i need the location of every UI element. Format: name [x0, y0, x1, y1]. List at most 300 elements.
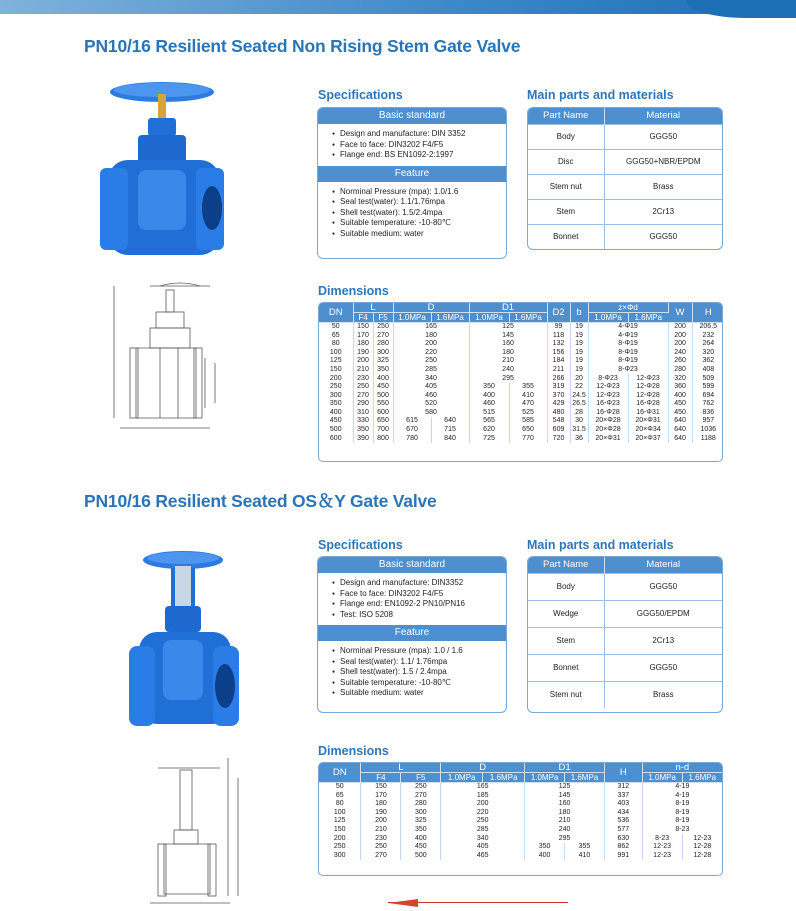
table-cell: 150 [319, 826, 361, 835]
feature-item: ● Suitable temperature: -10-80℃ [332, 218, 506, 229]
table-cell: 400 [319, 409, 353, 418]
table-cell: 762 [702, 400, 715, 408]
section1-title: PN10/16 Resilient Seated Non Rising Stem Gate Valve [84, 36, 521, 56]
table-row [319, 400, 723, 409]
table-cell: 410 [565, 852, 605, 861]
table-row [319, 834, 722, 843]
section1-spec-box [317, 107, 507, 259]
table-cell: 200 [319, 834, 361, 843]
table-cell: 4-Φ19 [588, 332, 668, 341]
table-cell: 250 [353, 383, 373, 392]
table-cell: 280 [401, 800, 441, 809]
table-cell: 580 [393, 409, 469, 418]
table-cell: 240 [469, 366, 547, 375]
table-cell: 260 [668, 357, 692, 366]
table-cell: 325 [373, 357, 393, 366]
table-cell: 12-28 [693, 843, 712, 851]
table-cell: 8-19 [675, 808, 690, 816]
table-cell: 12-23 [642, 843, 682, 852]
parts-header-material: Material [604, 557, 722, 573]
table-cell: 8-Φ23 [588, 366, 668, 375]
table-cell: 4-Φ19 [588, 323, 668, 332]
table-cell: 170 [361, 792, 401, 801]
table-cell: 720 [547, 435, 570, 444]
table-cell: 320 [702, 348, 715, 356]
col-h: H [604, 763, 642, 783]
basic-standard-header: Basic standard [318, 557, 506, 573]
standard-item: ● Face to face: DIN3202 F4/F5 [332, 589, 506, 600]
table-cell: 125 [319, 357, 353, 366]
table-cell: 525 [509, 409, 547, 418]
table-cell: 20×Φ28 [588, 426, 628, 435]
table-cell: 16-Φ28 [628, 400, 668, 409]
part-material: Brass [604, 174, 722, 199]
part-name: Disc [528, 149, 604, 174]
part-material: 2Cr13 [604, 199, 722, 224]
table-cell: 12-Φ23 [588, 383, 628, 392]
table-cell: 295 [525, 834, 605, 843]
table-cell: 232 [702, 331, 715, 339]
table-cell: 180 [469, 349, 547, 358]
table-cell: 500 [401, 852, 441, 861]
table-cell: 405 [393, 383, 469, 392]
part-material: GGG50+NBR/EPDM [604, 149, 722, 174]
table-cell: 615 [393, 417, 431, 426]
table-cell: 160 [525, 800, 605, 809]
table-cell: 50 [319, 323, 353, 332]
section1-parts-heading: Main parts and materials [527, 88, 674, 102]
table-cell: 220 [393, 349, 469, 358]
table-cell: 230 [361, 834, 401, 843]
section2-dims-heading: Dimensions [318, 744, 389, 758]
table-cell: 330 [353, 417, 373, 426]
standard-item: ● Test: ISO 5208 [332, 610, 506, 621]
table-cell: 577 [604, 826, 642, 835]
table-cell: 450 [319, 417, 353, 426]
table-cell: 300 [319, 852, 361, 861]
table-row [319, 340, 723, 349]
part-material: GGG50 [604, 224, 722, 249]
table-cell: 362 [692, 357, 723, 366]
table-cell: 670 [393, 426, 431, 435]
table-cell: 350 [373, 366, 393, 375]
table-cell: 355 [565, 843, 605, 852]
col-d1: D1 [469, 303, 547, 313]
table-cell: 250 [393, 357, 469, 366]
col-h: H [692, 303, 723, 323]
table-cell: 99 [547, 323, 570, 332]
table-cell: 26.5 [570, 400, 588, 409]
table-cell: 20 [570, 374, 588, 383]
table-cell: 8-Φ23 [588, 374, 628, 383]
part-name: Stem [528, 199, 604, 224]
table-row [319, 357, 723, 366]
table-cell: 694 [692, 392, 723, 401]
table-cell: 8-Φ19 [588, 340, 668, 349]
table-cell: 156 [547, 349, 570, 358]
col-d1-10: 1.0MPa [525, 773, 565, 783]
table-cell: 1188 [700, 434, 716, 442]
col-zd: z×Φd [588, 303, 668, 313]
table-row [319, 826, 722, 835]
table-cell: 8-23 [642, 834, 682, 843]
table-cell: 16-Φ28 [588, 409, 628, 418]
table-cell: 31.5 [570, 426, 588, 435]
table-cell: 650 [509, 426, 547, 435]
feature-item: ● Seal test(water): 1.1/ 1.76mpa [332, 657, 506, 668]
table-cell: 270 [401, 792, 441, 801]
section1-spec-heading: Specifications [318, 88, 403, 102]
table-cell: 200 [319, 374, 353, 383]
table-row [319, 409, 723, 418]
col-d-16: 1.6MPa [431, 313, 469, 323]
section2-parts-table [527, 556, 723, 713]
section2-parts-heading: Main parts and materials [527, 538, 674, 552]
table-cell: 300 [373, 349, 393, 358]
table-row [319, 426, 723, 435]
table-cell: 19 [570, 332, 588, 341]
col-f5: F5 [373, 313, 393, 323]
part-material: GGG50 [604, 124, 722, 149]
table-cell: 19 [570, 349, 588, 358]
table-cell: 200 [441, 800, 525, 809]
table-row [319, 817, 722, 826]
table-row [319, 852, 722, 861]
table-cell: 12-Φ23 [588, 392, 628, 401]
table-cell: 550 [373, 400, 393, 409]
table-cell: 800 [373, 435, 393, 444]
table-cell: 991 [604, 852, 642, 861]
table-cell: 211 [547, 366, 570, 375]
table-cell: 145 [525, 792, 605, 801]
table-cell: 180 [361, 800, 401, 809]
col-l: L [361, 763, 441, 773]
table-row [319, 392, 723, 401]
table-cell: 350 [525, 843, 565, 852]
table-cell: 250 [441, 817, 525, 826]
table-cell: 125 [469, 323, 547, 332]
table-cell: 12-23 [642, 852, 682, 861]
table-cell: 270 [373, 332, 393, 341]
table-cell: 50 [319, 783, 361, 792]
col-dn: DN [319, 763, 361, 783]
table-cell: 165 [441, 783, 525, 792]
col-d-10: 1.0MPa [441, 773, 483, 783]
col-d: D [441, 763, 525, 773]
table-cell: 210 [469, 357, 547, 366]
table-cell: 150 [361, 783, 401, 792]
table-cell: 325 [401, 817, 441, 826]
table-cell: 285 [441, 826, 525, 835]
col-dn: DN [319, 303, 353, 323]
table-cell: 180 [525, 809, 605, 818]
table-cell: 450 [373, 383, 393, 392]
table-cell: 19 [570, 366, 588, 375]
table-cell: 270 [353, 392, 373, 401]
os-y-gate-valve-photo [125, 548, 245, 738]
col-d: D [393, 303, 469, 313]
table-cell: 24.5 [570, 392, 588, 401]
table-cell: 8-19 [642, 817, 722, 826]
col-d-16: 1.6MPa [483, 773, 525, 783]
table-cell: 200 [668, 332, 692, 341]
table-cell: 600 [373, 409, 393, 418]
table-cell: 185 [441, 792, 525, 801]
table-cell: 700 [373, 426, 393, 435]
table-cell: 500 [319, 426, 353, 435]
table-cell: 30 [570, 417, 588, 426]
table-cell: 509 [692, 374, 723, 383]
table-cell: 180 [393, 332, 469, 341]
feature-header: Feature [318, 625, 506, 641]
table-cell: 640 [431, 417, 469, 426]
table-row [319, 800, 722, 809]
table-cell: 220 [441, 809, 525, 818]
table-cell: 180 [353, 340, 373, 349]
table-cell: 165 [393, 323, 469, 332]
section2-title: PN10/16 Resilient Seated OS＆Y Gate Valve [84, 491, 437, 511]
part-name: Stem nut [528, 681, 604, 708]
table-cell: 429 [547, 400, 570, 409]
table-cell: 250 [319, 843, 361, 852]
section1-dims-table [318, 302, 723, 462]
table-cell: 250 [401, 783, 441, 792]
table-cell: 200 [668, 340, 692, 349]
col-d1-16: 1.6MPa [565, 773, 605, 783]
table-cell: 280 [373, 340, 393, 349]
section1-parts-table [527, 107, 723, 250]
table-cell: 200 [668, 323, 692, 332]
col-d2: D2 [547, 303, 570, 323]
feature-item: ● Suitable medium: water [332, 229, 506, 240]
part-name: Body [528, 124, 604, 149]
part-name: Stem nut [528, 174, 604, 199]
table-cell: 145 [469, 332, 547, 341]
table-cell: 20×Φ28 [588, 417, 628, 426]
basic-standard-header: Basic standard [318, 108, 506, 124]
feature-item: ● Shell test(water): 1.5 / 2.4mpa [332, 667, 506, 678]
table-cell: 408 [702, 365, 715, 373]
part-name: Bonnet [528, 224, 604, 249]
table-cell: 295 [469, 374, 547, 383]
table-cell: 210 [361, 826, 401, 835]
table-cell: 390 [353, 435, 373, 444]
table-row [319, 843, 722, 852]
col-d1-10: 1.0MPa [469, 313, 509, 323]
table-cell: 125 [525, 783, 605, 792]
part-material: Brass [604, 681, 722, 708]
table-cell: 770 [509, 435, 547, 444]
table-cell: 480 [547, 409, 570, 418]
table-cell: 4-19 [675, 791, 690, 799]
section1-dims-heading: Dimensions [318, 284, 389, 298]
table-cell: 36 [570, 435, 588, 444]
table-cell: 100 [319, 809, 361, 818]
table-cell: 80 [319, 340, 353, 349]
table-cell: 370 [547, 392, 570, 401]
table-cell: 132 [547, 340, 570, 349]
section2-spec-box [317, 556, 507, 713]
table-cell: 12-Φ23 [628, 374, 668, 383]
table-row [319, 792, 722, 801]
col-f4: F4 [353, 313, 373, 323]
table-cell: 285 [393, 366, 469, 375]
table-cell: 600 [319, 435, 353, 444]
table-cell: 264 [692, 340, 723, 349]
table-cell: 350 [353, 426, 373, 435]
standard-item: ● Design and manufacture: DIN 3352 [332, 129, 506, 140]
table-cell: 8-Φ19 [588, 357, 668, 366]
standard-item: ● Flange end: EN1092-2 PN10/PN16 [332, 599, 506, 610]
table-cell: 266 [547, 374, 570, 383]
table-row [319, 374, 723, 383]
table-cell: 20×Φ31 [628, 417, 668, 426]
col-w: W [668, 303, 692, 323]
standard-item: ● Flange end: BS EN1092-2:1997 [332, 150, 506, 161]
table-cell: 8-19 [642, 800, 722, 809]
table-cell: 20×Φ34 [628, 426, 668, 435]
part-material: GGG50 [604, 573, 722, 600]
table-cell: 22 [570, 383, 588, 392]
table-cell: 230 [353, 374, 373, 383]
table-cell: 170 [353, 332, 373, 341]
table-cell: 840 [431, 435, 469, 444]
footer-accent [388, 902, 568, 911]
table-cell: 350 [319, 400, 353, 409]
col-d1-16: 1.6MPa [509, 313, 547, 323]
table-cell: 210 [353, 366, 373, 375]
table-cell: 12-Φ28 [628, 392, 668, 401]
table-cell: 80 [319, 800, 361, 809]
table-cell: 319 [547, 383, 570, 392]
table-cell: 599 [702, 383, 715, 391]
table-row [319, 349, 723, 358]
part-name: Stem [528, 627, 604, 654]
part-material: GGG50/EPDM [604, 600, 722, 627]
part-material: GGG50 [604, 654, 722, 681]
table-cell: 240 [668, 349, 692, 358]
table-row [319, 366, 723, 375]
table-row [319, 323, 723, 332]
table-cell: 630 [604, 834, 642, 843]
feature-item: ● Seal test(water): 1.1/1.76mpa [332, 197, 506, 208]
table-cell: 12-28 [682, 852, 722, 861]
table-cell: 400 [469, 392, 509, 401]
table-cell: 200 [393, 340, 469, 349]
valve-technical-drawing [100, 278, 230, 443]
table-cell: 290 [353, 400, 373, 409]
table-cell: 355 [509, 383, 547, 392]
part-material: 2Cr13 [604, 627, 722, 654]
table-cell: 210 [525, 817, 605, 826]
gate-valve-photo [100, 80, 230, 265]
col-nd-10: 1.0MPa [642, 773, 682, 783]
col-f4: F4 [361, 773, 401, 783]
table-cell: 250 [373, 323, 393, 332]
table-row [319, 783, 722, 792]
table-cell: 190 [353, 349, 373, 358]
table-cell: 360 [668, 383, 692, 392]
table-cell: 640 [668, 426, 692, 435]
table-cell: 350 [401, 826, 441, 835]
table-cell: 20×Φ37 [628, 435, 668, 444]
table-cell: 300 [319, 392, 353, 401]
table-cell: 565 [469, 417, 509, 426]
table-cell: 609 [547, 426, 570, 435]
standard-item: ● Face to face: DIN3202 F4/F5 [332, 140, 506, 151]
part-name: Body [528, 573, 604, 600]
feature-header: Feature [318, 166, 506, 182]
table-cell: 350 [469, 383, 509, 392]
top-banner-curve [686, 0, 796, 18]
table-cell: 240 [525, 826, 605, 835]
table-cell: 65 [319, 332, 353, 341]
table-cell: 715 [431, 426, 469, 435]
table-cell: 515 [469, 409, 509, 418]
table-cell: 19 [570, 340, 588, 349]
table-cell: 28 [570, 409, 588, 418]
feature-item: ● Norminal Pressure (mpa): 1.0/1.6 [332, 187, 506, 198]
table-cell: 460 [469, 400, 509, 409]
table-cell: 650 [373, 417, 393, 426]
table-cell: 400 [668, 392, 692, 401]
table-cell: 585 [509, 417, 547, 426]
table-cell: 450 [668, 409, 692, 418]
col-zd-10: 1.0MPa [588, 313, 628, 323]
table-cell: 12-Φ28 [628, 383, 668, 392]
table-cell: 184 [547, 357, 570, 366]
section2-dims-table [318, 762, 723, 876]
table-row [319, 332, 723, 341]
table-cell: 780 [393, 435, 431, 444]
table-cell: 190 [361, 809, 401, 818]
table-cell: 836 [692, 409, 723, 418]
table-cell: 320 [668, 374, 692, 383]
table-cell: 250 [361, 843, 401, 852]
table-cell: 862 [604, 843, 642, 852]
table-cell: 20×Φ31 [588, 435, 628, 444]
table-cell: 340 [393, 374, 469, 383]
table-row [319, 435, 723, 444]
table-cell: 640 [668, 417, 692, 426]
table-cell: 410 [509, 392, 547, 401]
feature-item: ● Suitable temperature: -10-80℃ [332, 678, 506, 689]
table-cell: 118 [547, 332, 570, 341]
table-cell: 312 [604, 783, 642, 792]
feature-item: ● Suitable medium: water [332, 688, 506, 699]
table-cell: 4-19 [642, 783, 722, 792]
table-cell: 19 [570, 323, 588, 332]
table-cell: 340 [441, 834, 525, 843]
table-cell: 640 [668, 435, 692, 444]
feature-item: ● Norminal Pressure (mpa): 1.0 / 1.6 [332, 646, 506, 657]
table-cell: 125 [319, 817, 361, 826]
top-banner [0, 0, 796, 14]
table-cell: 548 [547, 417, 570, 426]
table-cell: 270 [361, 852, 401, 861]
feature-item: ● Shell test(water): 1.5/2.4mpa [332, 208, 506, 219]
table-cell: 160 [469, 340, 547, 349]
table-cell: 65 [319, 792, 361, 801]
part-name: Bonnet [528, 654, 604, 681]
table-cell: 470 [509, 400, 547, 409]
table-cell: 403 [604, 800, 642, 809]
table-cell: 250 [319, 383, 353, 392]
table-cell: 957 [702, 417, 715, 425]
table-cell: 1036 [692, 426, 723, 435]
table-cell: 400 [525, 852, 565, 861]
table-cell: 520 [393, 400, 469, 409]
